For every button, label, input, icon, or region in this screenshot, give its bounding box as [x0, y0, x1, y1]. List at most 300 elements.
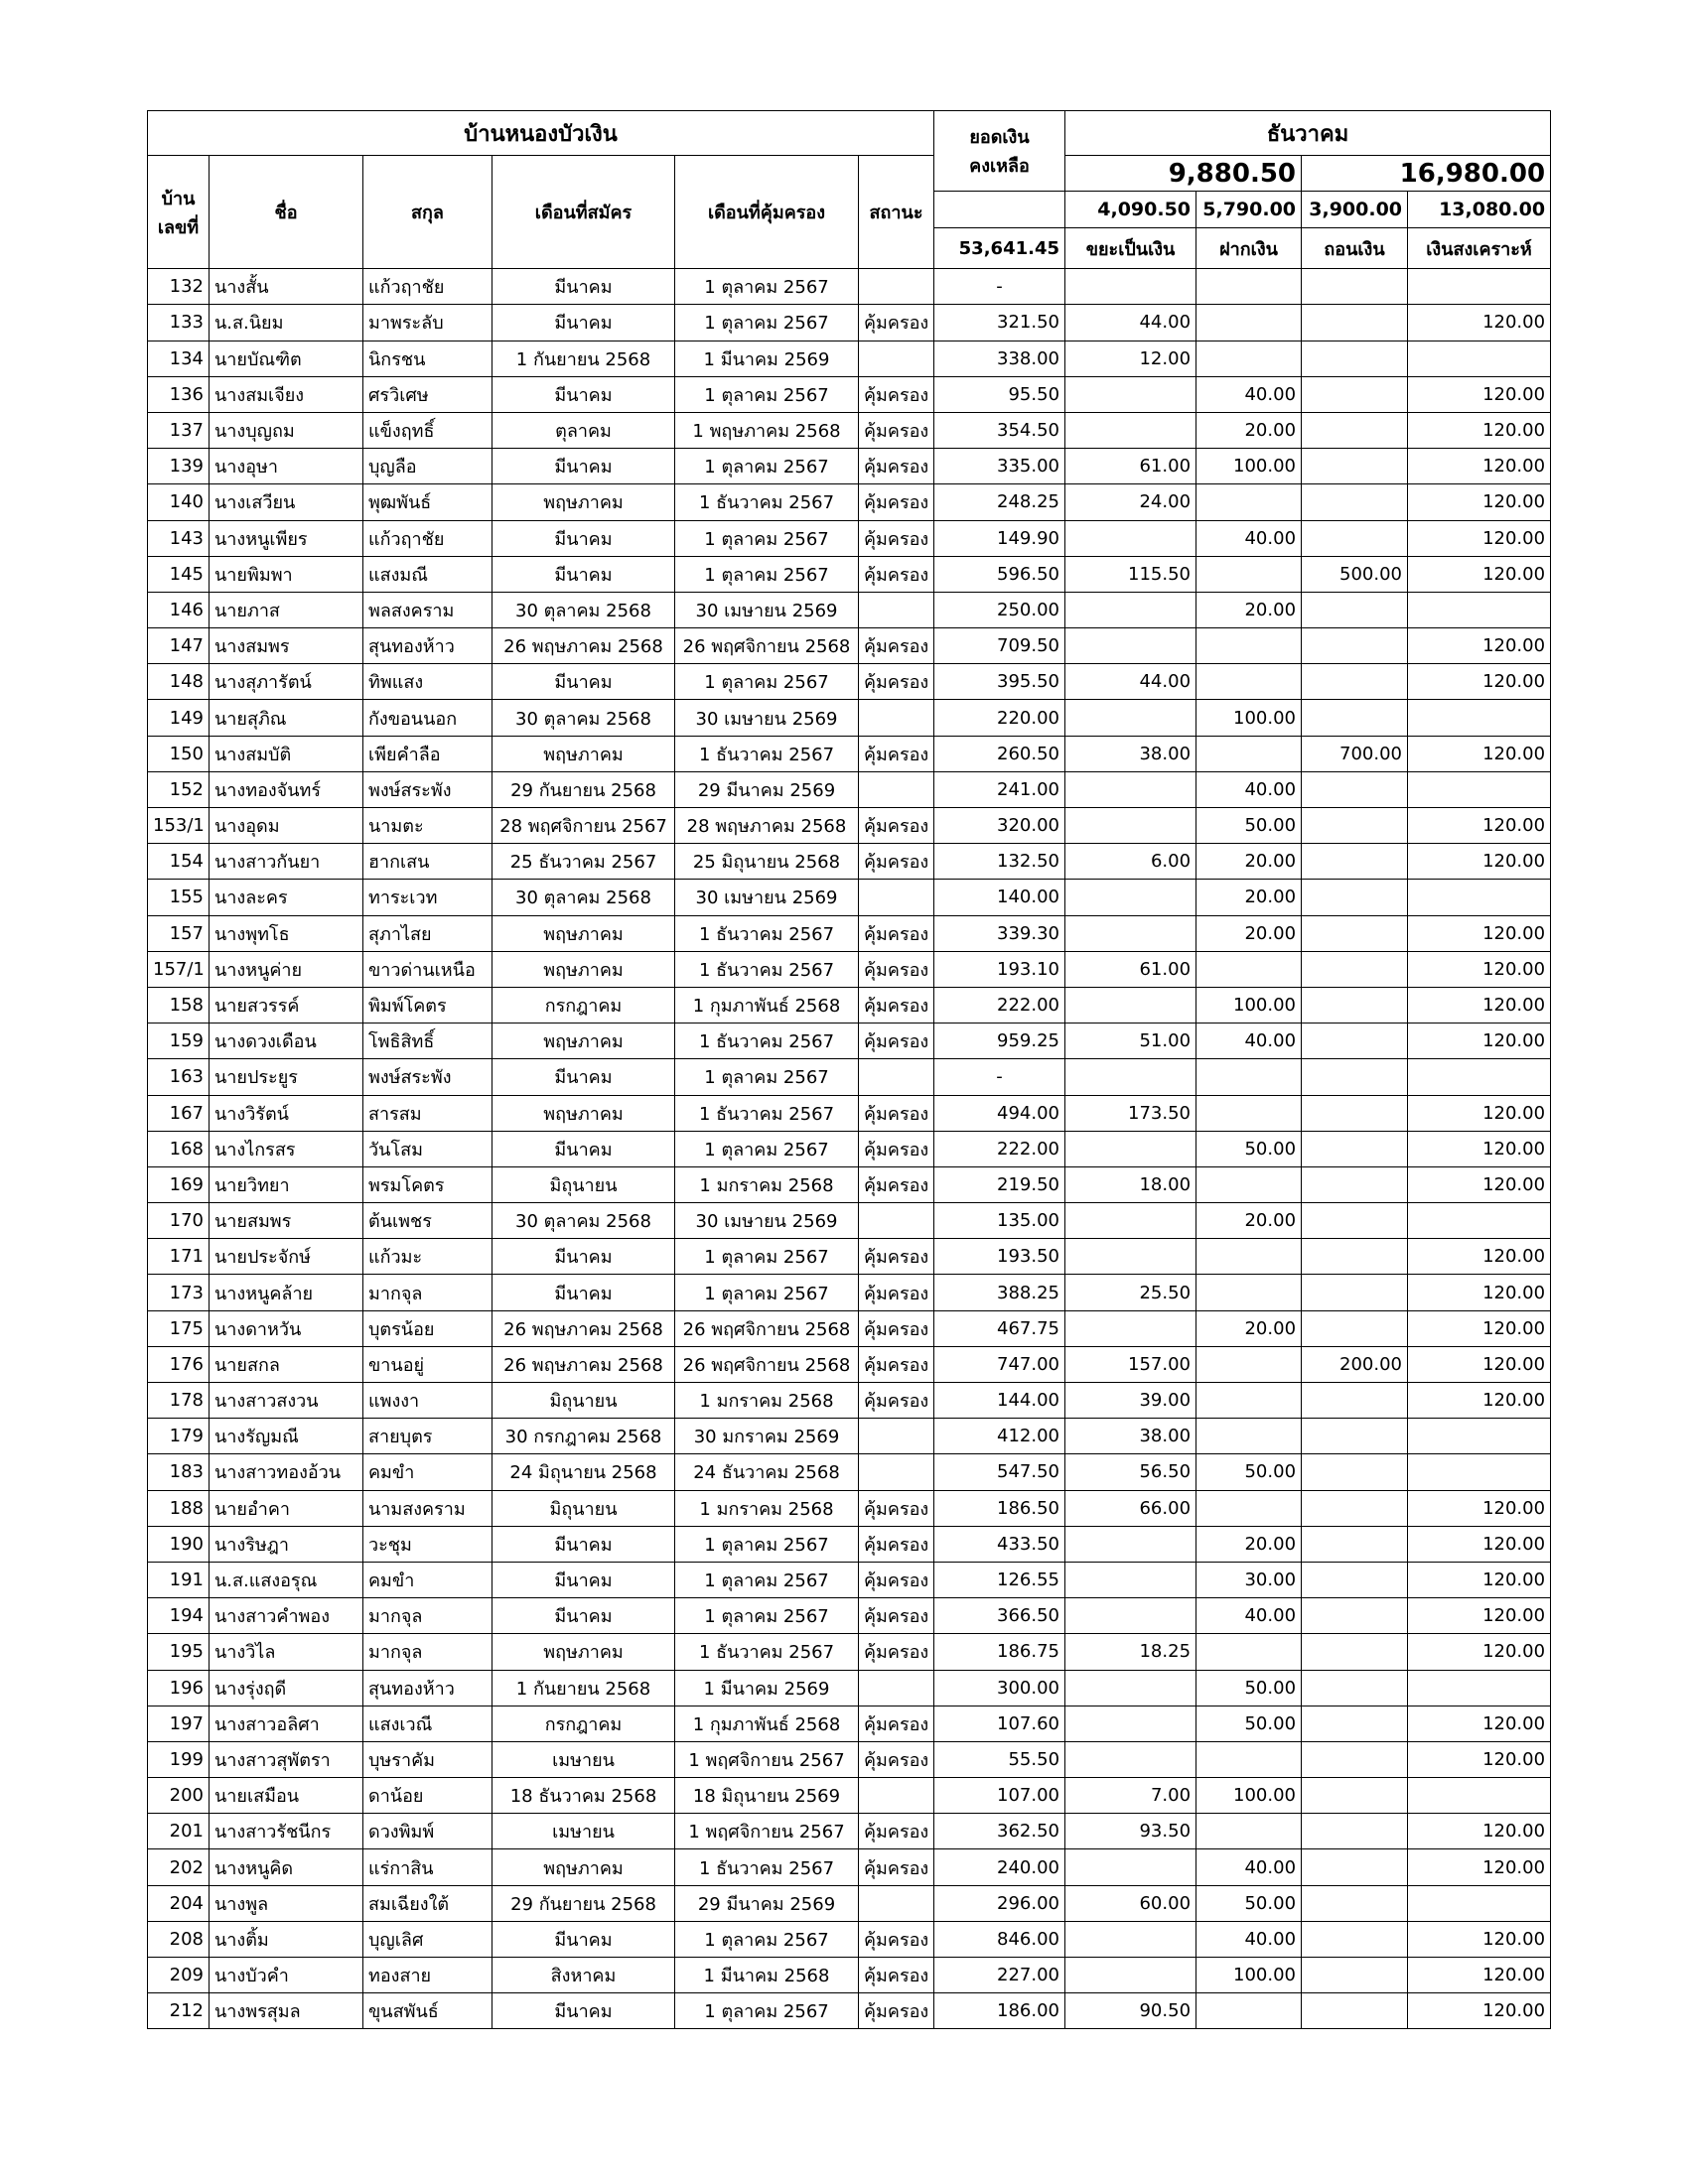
subtotal-deposit: 5,790.00	[1196, 192, 1302, 228]
surname-cell: ทาระเวท	[363, 880, 492, 915]
protect-month-cell: 1 มกราคม 2568	[675, 1490, 859, 1526]
deposit-amount-cell: 20.00	[1196, 412, 1302, 448]
balance-cell: 300.00	[934, 1670, 1065, 1706]
deposit-amount-cell	[1196, 269, 1302, 305]
first-name-cell: นายสวรรค์	[210, 987, 363, 1023]
balance-cell: 260.50	[934, 736, 1065, 771]
waste-amount-cell	[1065, 1131, 1196, 1166]
house-number-cell: 132	[148, 269, 210, 305]
apply-month-cell: มีนาคม	[492, 1598, 675, 1634]
waste-amount-cell	[1065, 592, 1196, 627]
protect-month-cell: 1 มกราคม 2568	[675, 1383, 859, 1419]
house-number-cell: 169	[148, 1166, 210, 1202]
balance-cell: 193.10	[934, 951, 1065, 987]
status-cell: คุ้มครอง	[859, 1490, 934, 1526]
welfare-amount-cell	[1408, 880, 1551, 915]
status-cell: คุ้มครอง	[859, 1958, 934, 1993]
first-name-cell: นายอำคา	[210, 1490, 363, 1526]
protect-month-cell: 1 พฤศจิกายน 2567	[675, 1814, 859, 1849]
protect-month-cell: 1 มกราคม 2568	[675, 1166, 859, 1202]
status-cell: คุ้มครอง	[859, 1814, 934, 1849]
first-name-cell: นางวิรัตน์	[210, 1095, 363, 1131]
table-row	[148, 1849, 1551, 1885]
surname-cell: ทองสาย	[363, 1958, 492, 1993]
status-cell	[859, 771, 934, 807]
protect-month-cell: 1 ตุลาคม 2567	[675, 449, 859, 484]
house-number-cell: 148	[148, 664, 210, 700]
status-header: สถานะ	[859, 156, 934, 269]
deposit-amount-cell	[1196, 1814, 1302, 1849]
waste-amount-cell: 38.00	[1065, 736, 1196, 771]
house-number-cell: 139	[148, 449, 210, 484]
table-row	[148, 736, 1551, 771]
waste-amount-cell: 56.50	[1065, 1454, 1196, 1490]
surname-cell: สุภาไสย	[363, 915, 492, 951]
house-number-cell: 150	[148, 736, 210, 771]
table-row	[148, 305, 1551, 341]
welfare-amount-cell: 120.00	[1408, 484, 1551, 520]
surname-cell: พงษ์สระพัง	[363, 771, 492, 807]
status-cell	[859, 592, 934, 627]
house-number-cell: 197	[148, 1706, 210, 1741]
balance-cell: 320.00	[934, 808, 1065, 844]
table-row	[148, 376, 1551, 412]
balance-cell: 126.55	[934, 1562, 1065, 1597]
surname-cell: พรมโคตร	[363, 1166, 492, 1202]
apply-month-cell: พฤษภาคม	[492, 1095, 675, 1131]
house-number-cell: 183	[148, 1454, 210, 1490]
balance-cell: 338.00	[934, 341, 1065, 376]
apply-month-cell: พฤษภาคม	[492, 1634, 675, 1670]
sum-left: 9,880.50	[1065, 156, 1302, 192]
deposit-amount-cell: 40.00	[1196, 1024, 1302, 1059]
protect-month-cell: 1 ตุลาคม 2567	[675, 1239, 859, 1275]
waste-amount-cell	[1065, 520, 1196, 556]
balance-cell: 362.50	[934, 1814, 1065, 1849]
deposit-amount-cell: 20.00	[1196, 844, 1302, 880]
surname-cell: แพงงา	[363, 1383, 492, 1419]
table-row	[148, 556, 1551, 592]
surname-cell: ดาน้อย	[363, 1778, 492, 1814]
waste-amount-cell: 7.00	[1065, 1778, 1196, 1814]
protect-month-cell: 1 มีนาคม 2568	[675, 1958, 859, 1993]
deposit-amount-cell: 100.00	[1196, 700, 1302, 736]
protect-month-cell: 1 ตุลาคม 2567	[675, 1921, 859, 1957]
first-name-cell: นางทองจันทร์	[210, 771, 363, 807]
table-row	[148, 1454, 1551, 1490]
house-number-cell: 173	[148, 1275, 210, 1310]
protect-month-cell: 29 มีนาคม 2569	[675, 1885, 859, 1921]
surname-cell: นามตะ	[363, 808, 492, 844]
surname-cell: มากจุล	[363, 1598, 492, 1634]
apply-month-cell: มีนาคม	[492, 664, 675, 700]
status-cell: คุ้มครอง	[859, 1634, 934, 1670]
waste-amount-cell	[1065, 1059, 1196, 1095]
protect-month-cell: 30 เมษายน 2569	[675, 880, 859, 915]
subtotal-waste: 4,090.50	[1065, 192, 1196, 228]
balance-cell: 321.50	[934, 305, 1065, 341]
status-cell: คุ้มครอง	[859, 1993, 934, 2029]
first-name-cell: นางวิไล	[210, 1634, 363, 1670]
deposit-amount-cell: 100.00	[1196, 987, 1302, 1023]
deposit-amount-cell: 20.00	[1196, 592, 1302, 627]
withdraw-amount-cell	[1302, 1849, 1408, 1885]
surname-cell: สมเฉียงใต้	[363, 1885, 492, 1921]
status-cell: คุ้มครอง	[859, 556, 934, 592]
table-row	[148, 1670, 1551, 1706]
first-name-cell: นางไกรสร	[210, 1131, 363, 1166]
protect-month-cell: 1 ตุลาคม 2567	[675, 1059, 859, 1095]
protect-month-cell: 1 มีนาคม 2569	[675, 341, 859, 376]
apply-month-cell: พฤษภาคม	[492, 1024, 675, 1059]
protect-month-cell: 1 ตุลาคม 2567	[675, 269, 859, 305]
status-cell	[859, 1419, 934, 1454]
apply-month-cell: 25 ธันวาคม 2567	[492, 844, 675, 880]
house-number-cell: 145	[148, 556, 210, 592]
withdraw-amount-cell	[1302, 1741, 1408, 1777]
first-name-cell: นางละคร	[210, 880, 363, 915]
withdraw-amount-cell	[1302, 1419, 1408, 1454]
waste-amount-cell: 60.00	[1065, 1885, 1196, 1921]
table-row	[148, 1024, 1551, 1059]
balance-cell: 186.00	[934, 1993, 1065, 2029]
protect-month-cell: 1 ธันวาคม 2567	[675, 1095, 859, 1131]
apply-month-cell: มีนาคม	[492, 1131, 675, 1166]
withdraw-amount-cell	[1302, 1203, 1408, 1239]
withdraw-amount-cell	[1302, 1383, 1408, 1419]
surname-cell: เพียคำลือ	[363, 736, 492, 771]
status-cell	[859, 1203, 934, 1239]
welfare-amount-cell: 120.00	[1408, 1958, 1551, 1993]
withdraw-amount-cell	[1302, 771, 1408, 807]
apply-month-cell: มีนาคม	[492, 1993, 675, 2029]
welfare-amount-cell	[1408, 700, 1551, 736]
deposit-amount-cell	[1196, 1095, 1302, 1131]
status-cell: คุ้มครอง	[859, 951, 934, 987]
deposit-amount-cell: 100.00	[1196, 449, 1302, 484]
protect-month-cell: 18 มิถุนายน 2569	[675, 1778, 859, 1814]
table-row	[148, 700, 1551, 736]
status-cell	[859, 880, 934, 915]
deposit-amount-cell	[1196, 1166, 1302, 1202]
sum-right: 16,980.00	[1302, 156, 1551, 192]
waste-amount-cell	[1065, 1706, 1196, 1741]
protect-month-cell: 26 พฤศจิกายน 2568	[675, 628, 859, 664]
waste-amount-cell	[1065, 880, 1196, 915]
table-row	[148, 1131, 1551, 1166]
first-name-cell: นายประจักษ์	[210, 1239, 363, 1275]
surname-cell: สารสม	[363, 1095, 492, 1131]
house-number-header	[148, 156, 210, 269]
balance-cell: 354.50	[934, 412, 1065, 448]
status-cell: คุ้มครอง	[859, 1598, 934, 1634]
house-number-cell: 204	[148, 1885, 210, 1921]
balance-cell: 107.60	[934, 1706, 1065, 1741]
welfare-amount-cell: 120.00	[1408, 1095, 1551, 1131]
balance-cell: 241.00	[934, 771, 1065, 807]
protect-month-cell: 30 เมษายน 2569	[675, 592, 859, 627]
protect-month-cell: 1 ตุลาคม 2567	[675, 520, 859, 556]
balance-cell: 222.00	[934, 1131, 1065, 1166]
total-balance: 53,641.45	[934, 228, 1065, 269]
surname-cell: ทิพแสง	[363, 664, 492, 700]
apply-month-cell: 24 มิถุนายน 2568	[492, 1454, 675, 1490]
apply-month-cell: มีนาคม	[492, 269, 675, 305]
deposit-amount-cell	[1196, 1993, 1302, 2029]
balance-header-line1: ยอดเงิน	[969, 127, 1030, 149]
first-name-cell: นางรุ่งฤดี	[210, 1670, 363, 1706]
waste-amount-cell	[1065, 1598, 1196, 1634]
table-row	[148, 520, 1551, 556]
deposit-amount-cell: 100.00	[1196, 1958, 1302, 1993]
waste-amount-cell	[1065, 1203, 1196, 1239]
balance-cell: 135.00	[934, 1203, 1065, 1239]
status-cell	[859, 1778, 934, 1814]
table-row	[148, 1203, 1551, 1239]
status-cell: คุ้มครอง	[859, 1346, 934, 1382]
balance-cell: 412.00	[934, 1419, 1065, 1454]
welfare-amount-cell	[1408, 1203, 1551, 1239]
surname-cell: บุษราคัม	[363, 1741, 492, 1777]
status-cell: คุ้มครอง	[859, 305, 934, 341]
first-name-cell: นางพรสุมล	[210, 1993, 363, 2029]
deposit-amount-cell	[1196, 1490, 1302, 1526]
first-name-cell: นายวิทยา	[210, 1166, 363, 1202]
withdraw-amount-cell	[1302, 1778, 1408, 1814]
welfare-amount-cell	[1408, 341, 1551, 376]
status-cell	[859, 269, 934, 305]
table-row	[148, 1958, 1551, 1993]
deposit-amount-cell: 20.00	[1196, 1526, 1302, 1562]
village-title: บ้านหนองบัวเงิน	[148, 111, 934, 156]
welfare-amount-cell: 120.00	[1408, 736, 1551, 771]
status-cell: คุ้มครอง	[859, 1741, 934, 1777]
withdraw-amount-cell: 700.00	[1302, 736, 1408, 771]
welfare-amount-cell: 120.00	[1408, 808, 1551, 844]
first-name-cell: นางสั้น	[210, 269, 363, 305]
first-name-cell: นางสาวคำพอง	[210, 1598, 363, 1634]
apply-month-cell: มีนาคม	[492, 1059, 675, 1095]
house-number-cell: 134	[148, 341, 210, 376]
welfare-amount-cell: 120.00	[1408, 1993, 1551, 2029]
surname-cell: บุญเลิศ	[363, 1921, 492, 1957]
first-name-cell: นางสาวสงวน	[210, 1383, 363, 1419]
waste-amount-cell	[1065, 628, 1196, 664]
welfare-amount-cell: 120.00	[1408, 1598, 1551, 1634]
protect-month-cell: 1 ธันวาคม 2567	[675, 484, 859, 520]
surname-cell: ขุนสพันธ์	[363, 1993, 492, 2029]
waste-amount-cell	[1065, 412, 1196, 448]
status-cell: คุ้มครอง	[859, 1706, 934, 1741]
balance-header-line2: คงเหลือ	[969, 156, 1030, 178]
waste-amount-cell: 173.50	[1065, 1095, 1196, 1131]
surname-cell: ขานอยู่	[363, 1346, 492, 1382]
status-cell: คุ้มครอง	[859, 484, 934, 520]
house-number-cell: 195	[148, 1634, 210, 1670]
status-cell: คุ้มครอง	[859, 664, 934, 700]
deposit-header: ฝากเงิน	[1196, 228, 1302, 269]
house-number-cell: 154	[148, 844, 210, 880]
apply-month-header: เดือนที่สมัคร	[492, 156, 675, 269]
apply-month-cell: 30 ตุลาคม 2568	[492, 880, 675, 915]
waste-amount-cell: 93.50	[1065, 1814, 1196, 1849]
first-name-cell: นางสมพร	[210, 628, 363, 664]
apply-month-cell: มีนาคม	[492, 520, 675, 556]
waste-amount-cell: 18.00	[1065, 1166, 1196, 1202]
surname-cell: ต้นเพชร	[363, 1203, 492, 1239]
table-row	[148, 1526, 1551, 1562]
welfare-amount-cell	[1408, 1778, 1551, 1814]
withdraw-amount-cell	[1302, 1059, 1408, 1095]
first-name-cell: นางพูล	[210, 1885, 363, 1921]
status-cell	[859, 341, 934, 376]
status-cell: คุ้มครอง	[859, 987, 934, 1023]
waste-amount-cell: 44.00	[1065, 664, 1196, 700]
protect-month-cell: 1 ตุลาคม 2567	[675, 664, 859, 700]
status-cell: คุ้มครอง	[859, 1239, 934, 1275]
protect-month-cell: 25 มิถุนายน 2568	[675, 844, 859, 880]
withdraw-amount-cell	[1302, 987, 1408, 1023]
deposit-amount-cell: 40.00	[1196, 520, 1302, 556]
table-row	[148, 1095, 1551, 1131]
apply-month-cell: พฤษภาคม	[492, 484, 675, 520]
table-row	[148, 1921, 1551, 1957]
table-row	[148, 664, 1551, 700]
welfare-amount-cell	[1408, 592, 1551, 627]
welfare-amount-cell: 120.00	[1408, 628, 1551, 664]
status-cell: คุ้มครอง	[859, 628, 934, 664]
status-cell: คุ้มครอง	[859, 1526, 934, 1562]
first-name-cell: นายพิมพา	[210, 556, 363, 592]
table-row	[148, 1741, 1551, 1777]
deposit-amount-cell	[1196, 1275, 1302, 1310]
balance-cell: 433.50	[934, 1526, 1065, 1562]
protect-month-cell: 1 ตุลาคม 2567	[675, 376, 859, 412]
first-name-cell: นางอุษา	[210, 449, 363, 484]
first-name-cell: นายภาส	[210, 592, 363, 627]
welfare-header: เงินสงเคราะห์	[1408, 228, 1551, 269]
house-number-cell: 149	[148, 700, 210, 736]
apply-month-cell: 1 กันยายน 2568	[492, 341, 675, 376]
balance-cell: 220.00	[934, 700, 1065, 736]
protect-month-cell: 1 ตุลาคม 2567	[675, 556, 859, 592]
apply-month-cell: เมษายน	[492, 1814, 675, 1849]
table-row	[148, 1885, 1551, 1921]
withdraw-amount-cell	[1302, 951, 1408, 987]
balance-cell: -	[934, 1059, 1065, 1095]
protect-month-cell: 30 เมษายน 2569	[675, 700, 859, 736]
deposit-amount-cell: 50.00	[1196, 1454, 1302, 1490]
welfare-amount-cell: 120.00	[1408, 449, 1551, 484]
welfare-amount-cell: 120.00	[1408, 1383, 1551, 1419]
surname-header: สกุล	[363, 156, 492, 269]
withdraw-amount-cell	[1302, 592, 1408, 627]
table-row	[148, 1310, 1551, 1346]
balance-cell: 222.00	[934, 987, 1065, 1023]
table-row	[148, 1993, 1551, 2029]
apply-month-cell: 30 กรกฎาคม 2568	[492, 1419, 675, 1454]
apply-month-cell: มีนาคม	[492, 1275, 675, 1310]
balance-cell: 186.50	[934, 1490, 1065, 1526]
apply-month-cell: พฤษภาคม	[492, 736, 675, 771]
balance-cell: 467.75	[934, 1310, 1065, 1346]
house-number-cell: 153/1	[148, 808, 210, 844]
status-cell: คุ้มครอง	[859, 376, 934, 412]
surname-cell: บุญลือ	[363, 449, 492, 484]
apply-month-cell: 18 ธันวาคม 2568	[492, 1778, 675, 1814]
house-number-cell: 158	[148, 987, 210, 1023]
first-name-cell: นายสกล	[210, 1346, 363, 1382]
table-row	[148, 915, 1551, 951]
apply-month-cell: 29 กันยายน 2568	[492, 771, 675, 807]
first-name-cell: นางสาวทองอ้วน	[210, 1454, 363, 1490]
welfare-amount-cell: 120.00	[1408, 305, 1551, 341]
deposit-amount-cell: 40.00	[1196, 1921, 1302, 1957]
house-number-cell: 202	[148, 1849, 210, 1885]
deposit-amount-cell	[1196, 1346, 1302, 1382]
status-cell: คุ้มครอง	[859, 808, 934, 844]
surname-cell: แร่กาสิน	[363, 1849, 492, 1885]
house-number-cell: 143	[148, 520, 210, 556]
withdraw-amount-cell	[1302, 1526, 1408, 1562]
waste-amount-cell	[1065, 987, 1196, 1023]
deposit-amount-cell: 40.00	[1196, 1849, 1302, 1885]
withdraw-amount-cell	[1302, 1454, 1408, 1490]
apply-month-cell: พฤษภาคม	[492, 915, 675, 951]
waste-amount-cell: 66.00	[1065, 1490, 1196, 1526]
apply-month-cell: มิถุนายน	[492, 1166, 675, 1202]
deposit-amount-cell: 20.00	[1196, 1203, 1302, 1239]
surname-cell: นามสงคราม	[363, 1490, 492, 1526]
apply-month-cell: มิถุนายน	[492, 1490, 675, 1526]
protect-month-cell: 1 ตุลาคม 2567	[675, 1598, 859, 1634]
surname-cell: ขาวด่านเหนือ	[363, 951, 492, 987]
waste-amount-cell: 38.00	[1065, 1419, 1196, 1454]
table-row	[148, 484, 1551, 520]
table-row	[148, 1419, 1551, 1454]
house-number-cell: 175	[148, 1310, 210, 1346]
surname-cell: แก้วฤาชัย	[363, 520, 492, 556]
waste-amount-cell	[1065, 376, 1196, 412]
withdraw-amount-cell	[1302, 1958, 1408, 1993]
first-name-cell: นางดวงเดือน	[210, 1024, 363, 1059]
withdraw-amount-cell	[1302, 1239, 1408, 1275]
withdraw-amount-cell	[1302, 376, 1408, 412]
house-number-cell: 179	[148, 1419, 210, 1454]
apply-month-cell: มีนาคม	[492, 1921, 675, 1957]
apply-month-cell: พฤษภาคม	[492, 1849, 675, 1885]
first-name-cell: นางเสวียน	[210, 484, 363, 520]
status-cell	[859, 1059, 934, 1095]
withdraw-amount-cell	[1302, 269, 1408, 305]
house-number-cell: 176	[148, 1346, 210, 1382]
house-number-cell: 199	[148, 1741, 210, 1777]
house-number-cell: 171	[148, 1239, 210, 1275]
surname-cell: แข็งฤทธิ์	[363, 412, 492, 448]
balance-cell: 596.50	[934, 556, 1065, 592]
balance-cell: 388.25	[934, 1275, 1065, 1310]
ledger-body	[148, 269, 1551, 2029]
waste-amount-cell	[1065, 1741, 1196, 1777]
surname-cell: ฮากเสน	[363, 844, 492, 880]
welfare-amount-cell: 120.00	[1408, 412, 1551, 448]
welfare-amount-cell: 120.00	[1408, 1275, 1551, 1310]
withdraw-amount-cell	[1302, 700, 1408, 736]
first-name-cell: นายประยูร	[210, 1059, 363, 1095]
waste-amount-cell	[1065, 1921, 1196, 1957]
protect-month-cell: 1 ธันวาคม 2567	[675, 1024, 859, 1059]
first-name-cell: นายสุภิณ	[210, 700, 363, 736]
